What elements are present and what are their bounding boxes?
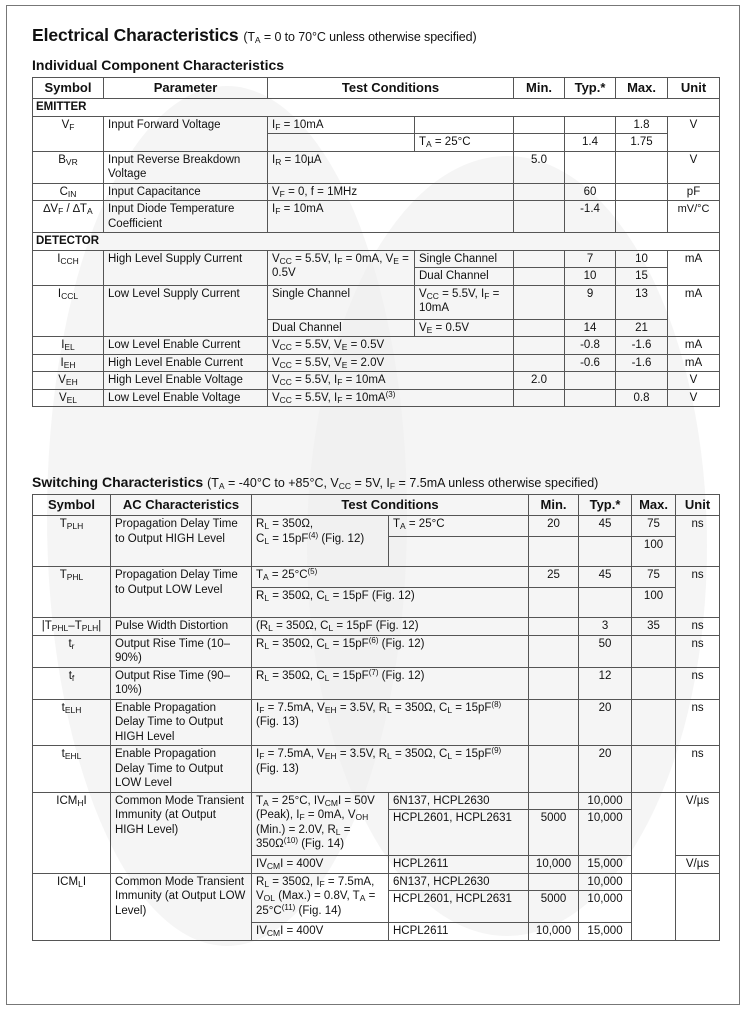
typ-cell: 15,000 (579, 856, 632, 874)
parameter-cell: Output Rise Time (10–90%) (111, 635, 252, 667)
table-row (33, 372, 720, 390)
min-cell (514, 354, 565, 372)
min-cell (514, 250, 565, 268)
parameter-cell: Enable Propagation Delay Time to Output LOW Level (111, 746, 252, 793)
typ-cell: 9 (565, 285, 616, 319)
symbol-cell: $C_{IN}$ (33, 183, 104, 201)
symbol-cell: $t_r$ (33, 635, 111, 667)
table-row (33, 516, 720, 537)
max-cell (616, 151, 668, 183)
table-row (33, 285, 720, 319)
unit-cell: mA (668, 250, 720, 285)
table-row (33, 635, 720, 667)
test-cell: $R_L = 350\Omega$, $C_L = 15pF^{(4)}$ (Fig. 12) (252, 516, 389, 567)
col-typ: Typ.* (579, 495, 632, 516)
symbol-cell: $I_{EH}$ (33, 354, 104, 372)
max-cell: -1.6 (616, 354, 668, 372)
test-cell: $V_{CC} = 5.5V$, $I_F = 10mA^{(3)}$ (268, 389, 514, 407)
max-cell: 15 (616, 268, 668, 286)
typ-cell: 60 (565, 183, 616, 201)
table-row (33, 567, 720, 588)
table-header-row (33, 495, 720, 516)
test-cell: $I_F = 7.5mA$, $V_{EH} = 3.5V$, $R_L = 350\Omega$, $C_L = 15pF^{(8)}$ (Fig. 13) (252, 699, 529, 746)
test-cell (415, 116, 514, 134)
min-cell (529, 873, 579, 891)
typ-cell: 7 (565, 250, 616, 268)
test-cell: ($R_L = 350\Omega$, $C_L = 15pF$ (Fig. 12) (252, 618, 529, 636)
parameter-cell: Input Capacitance (104, 183, 268, 201)
table-row (33, 337, 720, 355)
unit-cell: ns (676, 699, 720, 746)
unit-cell: mA (668, 354, 720, 372)
parameter-cell: Input Forward Voltage (104, 116, 268, 151)
test-cell: $I_R = 10\mu A$ (268, 151, 514, 183)
test-cell: $V_E = 0.5V$ (415, 319, 514, 337)
parameter-cell: Propagation Delay Time to Output LOW Level (111, 567, 252, 618)
typ-cell: 10,000 (579, 792, 632, 810)
symbol-cell: $V_F$ (33, 116, 104, 151)
unit-cell: V/µs (676, 792, 720, 856)
min-cell: 10,000 (529, 923, 579, 941)
test-cell: $I_F = 10mA$ (268, 201, 514, 233)
unit-cell: mA (668, 337, 720, 355)
min-cell (514, 285, 565, 319)
typ-cell: 45 (579, 567, 632, 588)
test-cell: $V_F = 0$, f = 1MHz (268, 183, 514, 201)
table-row (33, 618, 720, 636)
typ-cell: 1.4 (565, 134, 616, 152)
part-cell: HCPL2601, HCPL2631 (389, 891, 529, 923)
min-cell (514, 319, 565, 337)
max-cell (632, 873, 676, 940)
parameter-cell: Pulse Width Distortion (111, 618, 252, 636)
test-cell: $IV_{CM}I = 400V$ (252, 856, 389, 874)
part-cell: HCPL2611 (389, 923, 529, 941)
symbol-cell: $T_{PLH}$ (33, 516, 111, 567)
min-cell: 10,000 (529, 856, 579, 874)
test-cell (389, 537, 529, 567)
min-cell (514, 337, 565, 355)
max-cell: 1.8 (616, 116, 668, 134)
part-cell: 6N137, HCPL2630 (389, 873, 529, 891)
symbol-cell: $ICM_HI$ (33, 792, 111, 873)
typ-cell: 20 (579, 699, 632, 746)
max-cell (632, 635, 676, 667)
table-row (33, 389, 720, 407)
col-unit: Unit (668, 78, 720, 99)
col-typ: Typ.* (565, 78, 616, 99)
typ-cell: 10 (565, 268, 616, 286)
typ-cell: 50 (579, 635, 632, 667)
col-min: Min. (529, 495, 579, 516)
max-cell: 75 (632, 516, 676, 537)
table-row (33, 746, 720, 793)
test-cell: $T_A = 25^\circ C$ (415, 134, 514, 152)
symbol-cell: $t_f$ (33, 667, 111, 699)
table-row (33, 792, 720, 810)
unit-cell: ns (676, 667, 720, 699)
typ-cell: 15,000 (579, 923, 632, 941)
min-cell: 5.0 (514, 151, 565, 183)
test-cell: $V_{CC} = 5.5V$, $I_F = 0mA$, $V_E = 0.5V$ (268, 250, 415, 285)
min-cell (529, 699, 579, 746)
min-cell (514, 268, 565, 286)
col-parameter: Parameter (104, 78, 268, 99)
typ-cell (565, 151, 616, 183)
parameter-cell: Propagation Delay Time to Output HIGH Level (111, 516, 252, 567)
unit-cell: ns (676, 746, 720, 793)
col-test-conditions: Test Conditions (268, 78, 514, 99)
parameter-cell: Output Rise Time (90–10%) (111, 667, 252, 699)
min-cell (514, 183, 565, 201)
table-row (33, 250, 720, 268)
channel-cell: Dual Channel (268, 319, 415, 337)
min-cell (514, 201, 565, 233)
unit-cell: V (668, 151, 720, 183)
col-ac-characteristics: AC Characteristics (111, 495, 252, 516)
max-cell: 0.8 (616, 389, 668, 407)
min-cell (529, 635, 579, 667)
table-row (33, 201, 720, 233)
test-cell: $R_L = 350\Omega$, $C_L = 15pF^{(7)}$ (Fig. 12) (252, 667, 529, 699)
max-cell (632, 746, 676, 793)
test-cell: $I_F = 10mA$ (268, 116, 415, 134)
typ-cell: 10,000 (579, 873, 632, 891)
table-row (33, 667, 720, 699)
page-title: Electrical Characteristics ($T_A = 0$ to 70°C unless otherwise specified) (32, 25, 477, 45)
unit-cell: mV/°C (668, 201, 720, 233)
min-cell (529, 746, 579, 793)
typ-cell: -0.6 (565, 354, 616, 372)
min-cell: 20 (529, 516, 579, 537)
unit-cell: V (668, 372, 720, 390)
col-symbol: Symbol (33, 495, 111, 516)
unit-cell: ns (676, 516, 720, 567)
col-unit: Unit (676, 495, 720, 516)
symbol-cell: $T_{PHL}$ (33, 567, 111, 618)
min-cell (529, 618, 579, 636)
test-cell: $R_L = 350\Omega$, $C_L = 15pF^{(6)}$ (Fig. 12) (252, 635, 529, 667)
col-max: Max. (616, 78, 668, 99)
min-cell (529, 792, 579, 810)
min-cell: 5000 (529, 810, 579, 856)
symbol-cell: $t_{EHL}$ (33, 746, 111, 793)
table-row (33, 116, 720, 134)
symbol-cell: $V_{EH}$ (33, 372, 104, 390)
typ-cell (579, 537, 632, 567)
test-cell: $V_{CC} = 5.5V$, $I_F = 10mA$ (415, 285, 514, 319)
parameter-cell: Low Level Enable Current (104, 337, 268, 355)
channel-cell: Single Channel (415, 250, 514, 268)
max-cell: 21 (616, 319, 668, 337)
switching-characteristics-table (32, 494, 720, 941)
typ-cell: -0.8 (565, 337, 616, 355)
min-cell (514, 134, 565, 152)
test-cell (268, 134, 415, 152)
symbol-cell: $I_{CCL}$ (33, 285, 104, 337)
section-title-individual: Individual Component Characteristics (32, 57, 285, 73)
typ-cell (565, 116, 616, 134)
min-cell (529, 537, 579, 567)
part-cell: HCPL2611 (389, 856, 529, 874)
channel-cell: Single Channel (268, 285, 415, 319)
parameter-cell: Low Level Enable Voltage (104, 389, 268, 407)
min-cell (514, 116, 565, 134)
section-label: DETECTOR (33, 233, 720, 251)
unit-cell: mA (668, 285, 720, 337)
part-cell: 6N137, HCPL2630 (389, 792, 529, 810)
section-row-emitter (33, 99, 720, 117)
table-row (33, 183, 720, 201)
min-cell: 25 (529, 567, 579, 588)
parameter-cell: High Level Supply Current (104, 250, 268, 285)
test-cell: $IV_{CM}I = 400V$ (252, 923, 389, 941)
col-max: Max. (632, 495, 676, 516)
parameter-cell: Common Mode Transient Immunity (at Output HIGH Level) (111, 792, 252, 873)
max-cell: 10 (616, 250, 668, 268)
test-cell: $V_{CC} = 5.5V$, $V_E = 2.0V$ (268, 354, 514, 372)
typ-cell: -1.4 (565, 201, 616, 233)
col-symbol: Symbol (33, 78, 104, 99)
max-cell: 100 (632, 537, 676, 567)
typ-cell: 3 (579, 618, 632, 636)
test-cell: $T_A = 25^\circ C$, $IV_{CM}I = 50V$ (Peak), $I_F = 0mA$, $V_{OH}$ (Min.) = 2.0V, $R_L = 350\Omega^{(10)}$ (Fig. 14) (252, 792, 389, 856)
symbol-cell: $I_{CCH}$ (33, 250, 104, 285)
test-cell: $T_A = 25^\circ C$ (389, 516, 529, 537)
min-cell (529, 667, 579, 699)
max-cell: 75 (632, 567, 676, 588)
table-header-row (33, 78, 720, 99)
unit-cell: ns (676, 635, 720, 667)
unit-cell: V (668, 116, 720, 151)
min-cell: 5000 (529, 891, 579, 923)
symbol-cell: $V_{EL}$ (33, 389, 104, 407)
section-title-switching: Switching Characteristics ($T_A = -40^\circ C$ to +85°C, $V_{CC} = 5V$, $I_F = 7.5mA$ unless otherwise specified) (32, 474, 599, 491)
part-cell: HCPL2601, HCPL2631 (389, 810, 529, 856)
typ-cell: 10,000 (579, 891, 632, 923)
typ-cell: 12 (579, 667, 632, 699)
test-cell: $V_{CC} = 5.5V$, $I_F = 10mA$ (268, 372, 514, 390)
max-cell: 1.75 (616, 134, 668, 152)
test-cell: $I_F = 7.5mA$, $V_{EH} = 3.5V$, $R_L = 350\Omega$, $C_L = 15pF^{(9)}$ (Fig. 13) (252, 746, 529, 793)
symbol-cell: $B_{VR}$ (33, 151, 104, 183)
max-cell (632, 792, 676, 873)
section-label: EMITTER (33, 99, 720, 117)
section-row-detector (33, 233, 720, 251)
parameter-cell: High Level Enable Current (104, 354, 268, 372)
test-cell: $T_A = 25^\circ C^{(5)}$ (252, 567, 529, 588)
table-row (33, 699, 720, 746)
col-test-conditions: Test Conditions (252, 495, 529, 516)
max-cell (616, 201, 668, 233)
max-cell: 100 (632, 588, 676, 618)
typ-cell: 14 (565, 319, 616, 337)
parameter-cell: Input Reverse Breakdown Voltage (104, 151, 268, 183)
unit-cell: ns (676, 567, 720, 618)
symbol-cell: $I_{EL}$ (33, 337, 104, 355)
max-cell: 13 (616, 285, 668, 319)
typ-cell (565, 372, 616, 390)
typ-cell: 45 (579, 516, 632, 537)
parameter-cell: Low Level Supply Current (104, 285, 268, 337)
max-cell (632, 667, 676, 699)
typ-cell: 10,000 (579, 810, 632, 856)
table-row (33, 354, 720, 372)
typ-cell (565, 389, 616, 407)
unit-cell: V/µs (676, 856, 720, 874)
symbol-cell: $\Delta V_F / \Delta T_A$ (33, 201, 104, 233)
test-cell: $R_L = 350\Omega$, $I_F = 7.5mA$, $V_{OL}$ (Max.) = 0.8V, $T_A = 25^\circ C^{(11)}$ (Fig. 14) (252, 873, 389, 923)
channel-cell: Dual Channel (415, 268, 514, 286)
unit-cell (676, 873, 720, 940)
max-cell: 35 (632, 618, 676, 636)
max-cell (616, 183, 668, 201)
parameter-cell: Enable Propagation Delay Time to Output HIGH Level (111, 699, 252, 746)
test-cell: $R_L = 350\Omega$, $C_L = 15pF$ (Fig. 12) (252, 588, 529, 618)
unit-cell: V (668, 389, 720, 407)
unit-cell: ns (676, 618, 720, 636)
symbol-cell: $ICM_LI$ (33, 873, 111, 940)
symbol-cell: $t_{ELH}$ (33, 699, 111, 746)
symbol-cell: $|T_{PHL}-T_{PLH}|$ (33, 618, 111, 636)
test-cell: $V_{CC} = 5.5V$, $V_E = 0.5V$ (268, 337, 514, 355)
min-cell (514, 389, 565, 407)
parameter-cell: Input Diode Temperature Coefficient (104, 201, 268, 233)
max-cell (616, 372, 668, 390)
table-row (33, 151, 720, 183)
parameter-cell: High Level Enable Voltage (104, 372, 268, 390)
typ-cell: 20 (579, 746, 632, 793)
min-cell (529, 588, 579, 618)
parameter-cell: Common Mode Transient Immunity (at Output LOW Level) (111, 873, 252, 940)
max-cell (632, 699, 676, 746)
individual-characteristics-table (32, 77, 720, 407)
col-min: Min. (514, 78, 565, 99)
unit-cell: pF (668, 183, 720, 201)
max-cell: -1.6 (616, 337, 668, 355)
typ-cell (579, 588, 632, 618)
table-row (33, 873, 720, 891)
min-cell: 2.0 (514, 372, 565, 390)
